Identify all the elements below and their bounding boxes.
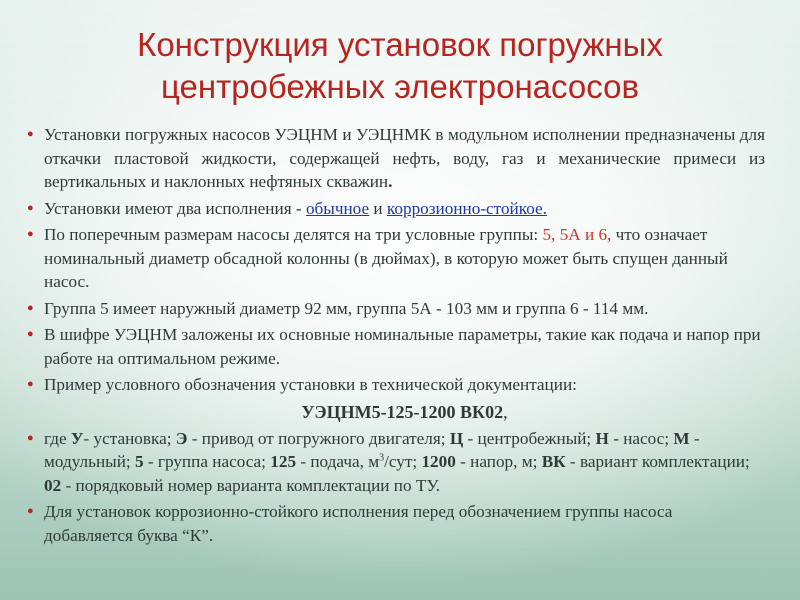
bullet-item-versions <box>27 197 765 221</box>
item-text: В шифре УЭЦНМ заложены их основные номинальные параметры, такие как подача и напор при работе на оптимальном режиме. <box>44 325 761 368</box>
link-corrosion-resistant[interactable]: коррозионно-стойкое. <box>386 198 547 218</box>
link-ordinary[interactable]: обычное <box>305 198 370 218</box>
legend-text: /сут; <box>384 452 422 471</box>
item-text: Для установок коррозионно-стойкого исполнения перед обозначением группы насоса добавляется буква “К”. <box>44 502 673 545</box>
bullet-item-purpose <box>27 123 765 194</box>
title-line-1: Конструкция установок погружных <box>137 26 663 63</box>
legend-text: - привод от погружного двигателя; <box>187 428 450 448</box>
item-text: Пример условного обозначения установки в технической документации: <box>44 375 577 394</box>
legend-key: 02 <box>44 475 62 495</box>
designation-code <box>27 400 765 424</box>
bullet-icon: ● <box>27 505 34 517</box>
legend-text: - насос; <box>608 428 674 448</box>
legend-key: 1200 <box>421 452 456 471</box>
legend-text: - порядковый номер варианта комплектации по ТУ. <box>61 475 441 495</box>
designation-code-text: УЭЦНМ5-125-1200 ВК02 <box>301 401 504 422</box>
bullet-icon: ● <box>27 201 34 214</box>
bullet-item-corrosion-note <box>27 500 765 547</box>
legend-superscript: 3 <box>379 452 385 464</box>
bullet-icon: ● <box>27 228 34 240</box>
bullet-icon: ● <box>27 378 34 390</box>
legend-text: - центробежный; <box>463 428 596 448</box>
item-text: Установки погружных насосов УЭЦНМ и УЭЦНМК в модульном исполнении предназначены для откачки пластовой жидкости, содержащей нефть, воду, газ и механические примеси из вертикальных и наклонных нефтяных скважин <box>44 125 765 191</box>
legend-key: ВК <box>541 452 566 471</box>
legend-key: Э <box>175 428 188 448</box>
bullet-icon: ● <box>27 301 34 314</box>
item-text-2: что означает номинальный диаметр обсадной колонны (в дюймах), в которую может быть спущен данный насос. <box>44 225 728 291</box>
item-text: По поперечным размерам насосы делятся на три условные группы: <box>44 225 543 244</box>
designation-comma: , <box>503 401 508 422</box>
bullet-icon: ● <box>27 128 34 140</box>
legend-text: - установка; <box>83 428 176 448</box>
legend-key: 5 <box>135 452 144 471</box>
legend-text: - вариант комплектации; <box>565 452 750 471</box>
legend-text: - подача, м <box>296 452 380 471</box>
group-values: 5, 5А и 6, <box>542 225 612 244</box>
legend-key: У <box>70 428 84 448</box>
legend-key: М <box>673 428 690 448</box>
legend-text: где <box>44 428 71 448</box>
item-end: . <box>388 172 393 191</box>
item-text: Установки имеют два исполнения - <box>44 198 306 218</box>
legend-text: - группа насоса; <box>143 452 271 471</box>
bullet-icon: ● <box>27 431 34 444</box>
legend-text: - напор, м; <box>455 452 542 471</box>
title-line-2: центробежных электронасосов <box>160 68 640 105</box>
bullet-item-example <box>27 373 765 397</box>
slide-title <box>0 24 800 108</box>
bullet-item-groups <box>27 223 765 294</box>
bullet-item-code-params <box>27 323 765 370</box>
bullet-icon: ● <box>27 328 34 340</box>
legend-key: 125 <box>270 452 297 471</box>
bullet-item-diameters <box>27 297 765 321</box>
legend-key: Н <box>595 428 609 448</box>
bullet-item-legend <box>27 427 765 498</box>
slide-body <box>27 123 765 550</box>
item-text: Группа 5 имеет наружный диаметр 92 мм, группа 5А - 103 мм и группа 6 - 114 мм. <box>44 298 649 318</box>
item-text-mid: и <box>369 198 387 218</box>
legend-key: Ц <box>449 428 464 448</box>
legend-text: - модульный; <box>44 428 700 471</box>
